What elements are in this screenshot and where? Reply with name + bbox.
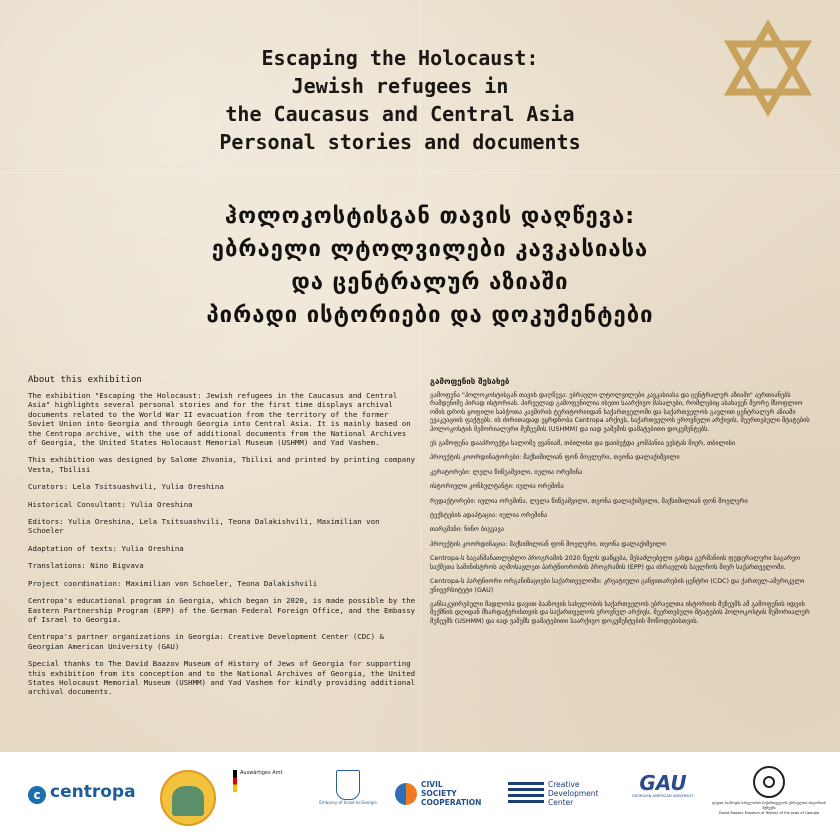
menorah-emblem-icon [336,770,360,800]
cdc-line: Creative [548,780,580,789]
about-en-paragraph: This exhibition was designed by Salome Zhvania, Tbilisi and printed by printing company Vesta, Tbilisi [28,455,416,474]
about-en-heading: About this exhibition [28,375,142,385]
about-ka-paragraph: პროექტის კოორდინატორები: მაქსიმილიან ფონ შოელერი, თეონა დალაქიშვილი [430,454,680,462]
about-en-paragraph: Centropa's partner organizations in Georgia: Creative Development Center (CDC) & Georgian American University (GAU) [28,632,384,651]
title-ka-line: ჰოლოკოსტისგან თავის დაღწევა: [224,204,636,229]
about-ka-paragraph: კურატორები: ლელა წიწუაშვილი, იულია ორეშინა [430,468,583,476]
star-of-david-icon [718,18,818,118]
about-ka-paragraph: თარგმანი: ნინო ბიგვავა [430,526,504,534]
about-en-paragraph: Curators: Lela Tsitsuashvili, Yulia Oreshina [28,482,224,492]
csc-line: CIVIL [421,780,443,789]
about-en-paragraph: Adaptation of texts: Yulia Oreshina [28,543,184,553]
about-en-paragraph: Centropa's educational program in Georgia, which began in 2020, is made possible by the Eastern Partnership Program (EPP) of the German Federal Foreign Office, and the Embassy of Israel to Georgia. [28,596,416,624]
gau-label: GEORGIAN AMERICAN UNIVERSITY [631,794,695,798]
cdc-line: Center [548,798,574,807]
title-ka-line: პირადი ისტორიები და დოკუმენტები [206,303,654,328]
about-en-paragraph: Translations: Nino Bigvava [28,561,144,571]
about-en-paragraph: Historical Consultant: Yulia Oreshina [28,499,193,509]
cdc-icon [508,782,544,806]
museum-label-ka: დავით ბააზოვის სახელობის საქართველოს ებრაელთა ისტორიის მუზეუმი [712,801,826,810]
title-english [120,44,680,156]
auswaertiges-amt-logo [233,770,303,810]
auswaertiges-amt-label: Auswärtiges Amt [240,770,283,776]
baazov-museum-logo [710,766,828,815]
title-en-line: the Caucasus and Central Asia [225,102,575,126]
about-ka-paragraph: განსაკუთრებული მადლობა დავით ბააზოვის სახელობის საქართველოს ებრაელთა ისტორიის მუზეუმს ამ გამოფენის იდეის შექმნის დღიდან მხარდაჭერისთვის და საქართველოს ეროვნულ არქივს, შეერთებული შტატების ჰოლოკოსტის მემორიალურ მუზეუმს (USHMM) და იად ვაშემს დამატებითი საარქივო დოკუმენტების მოწოდებისთვის. [430,600,810,625]
about-ka-paragraph: რედაქტორები: იულია ორეშინა, ლელა წიწუაშვილი, თეონა დალაქიშვილი, მაქსიმილიან ფონ შოელერი [430,497,748,505]
gau-mark: GAU [639,771,687,795]
about-ka-paragraph: ტექსტების ადაპტაცია: იულია ორეშინა [430,512,548,520]
about-ka-paragraph: ისტორიული კონსულტანტი: იულია ორეშინა [430,483,564,491]
about-ka-paragraph: ეს გამოფენა დააპროექტა სალომე ჟვანიამ, თბილისი და დაიბეჭდა კომპანია ვესტას მიერ, თბილისი [430,440,736,448]
figure-illustration [172,786,204,816]
about-en-paragraph: Project coordination: Maximilian von Schoeler, Teona Dalakishvili [28,578,318,588]
museum-label-en: David Baazov Museum of History of the Jews of Georgia [718,810,820,815]
title-georgian [110,200,750,332]
about-ka-paragraph: Centropa-ს პარტნიორი ორგანიზაციები საქართველოში: კრეატიული განვითარების ცენტრი (CDC) და ქართულ-ამერიკული უნივერსიტეტი (GAU) [430,578,805,594]
about-ka-paragraph: გამოფენა "ჰოლოკოსტისგან თავის დაღწევა: ებრაელი ლტოლვილები კავკასიასა და ცენტრალურ აზიაში" აერთიანებს რამდენიმე პირად ისტორიას. პირველად გამოფენილია ისეთი საარქივო მასალები, რომლებიც ასახავენ მეორე მსოფლიო ომის დროს ყოფილი საბჭოთა კავშირის ტერიტორიიდან საქართველოში და საქართველოს გავლით ცენტრალურ აზიაში ევაკუაციის ფაქტებს. ის ძირითადად ეყრდნობა Centropa არქივს, საქართველოს ეროვნული არქივის, შეერთებული შტატების ჰოლოკოსტის მემორიალური მუზეუმის (USHMM) და იად ვაშემის დამატებითი დოკუმენტებს. [430,392,810,433]
embassy-of-israel-logo [318,770,378,828]
about-en-paragraph: The exhibition "Escaping the Holocaust: Jewish refugees in the Caucasus and Central Asia" highlights several personal stories and for the first time displays archival documents related to the World War II evacuation from the territory of the former Soviet Union into Georgia and through Georgia into Central Asia. It is mainly based on the Centropa archive, with the use of additional documents from the National Archives of Georgia, the United States Holocaust Memorial Museum (USHMM) and Yad Vashem. [28,391,411,448]
civil-society-cooperation-logo [395,780,481,807]
about-en-paragraph: Special thanks to The David Baazov Museum of History of Jews of Georgia for supporting this exhibition from its conception and to the National Archives of Georgia, the United States Holocaust Memorial Museum (USHMM) and Yad Vashem for kindly providing additional archival documents. [28,659,416,697]
embassy-label: Embassy of Israel to Georgia [319,800,377,805]
creative-development-center-logo [508,780,599,807]
centropa-icon: c [28,786,46,804]
partner-logos-strip [0,752,840,840]
cdc-line: Development [548,789,599,798]
csc-icon [395,783,417,805]
title-en-line: Escaping the Holocaust: [261,46,539,70]
centropa-logo [28,782,136,804]
about-ka-paragraph: Centropa-ს საგანმანათლებლო პროგრამის 2020 წელს დაწყება, შესაძლებელი გახდა გერმანიის ფედერალური საგარეო საქმეთა სამინისტროს აღმოსავლეთ პარტნიორობის პროგრამის (EPP) და ისრაელის საელჩოს მიერ საქართველოში. [430,555,801,571]
centropa-wordmark: centropa [50,782,136,802]
museum-seal-icon [753,766,785,798]
title-en-line: Jewish refugees in [291,74,509,98]
title-ka-line: ებრაელი ლტოლვილები კავკასიასა [211,237,649,262]
title-en-line: Personal stories and documents [219,130,581,154]
csc-line: SOCIETY [421,789,457,798]
georgian-american-university-logo [618,772,708,799]
title-ka-line: და ცენტრალურ აზიაში [291,270,569,295]
about-ka-paragraph: პროექტის კოორდინაცია: მაქსიმილიან ფონ შოელერი, თეონა დალაქიშვილი [430,540,666,548]
about-en-paragraph: Editors: Yulia Oreshina, Lela Tsitsuashvili, Teona Dalakishvili, Maximilian von Schoeler [28,517,380,536]
about-ka-heading: გამოფენის შესახებ [430,377,510,386]
illustrated-badge-logo [160,770,216,826]
about-georgian [430,376,818,632]
csc-line: COOPERATION [421,798,482,807]
about-english [28,374,418,705]
german-flag-bars [233,770,237,792]
